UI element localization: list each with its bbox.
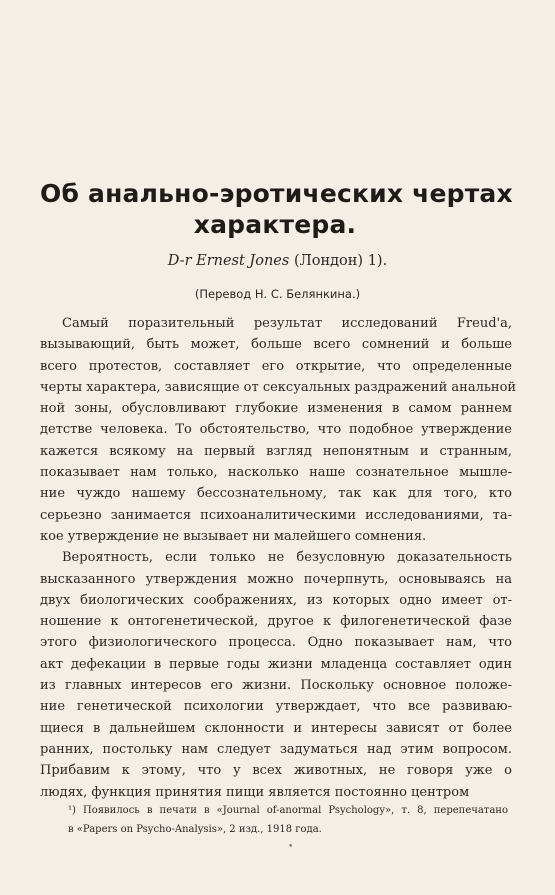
translator-note: (Перевод Н. С. Белянкина.) [194, 287, 361, 301]
body-line: Вероятность, если только не безусловную доказательность [62, 550, 512, 566]
body-line: ранних, постольку нам следует задуматься над этим вопросом. [40, 741, 512, 757]
body-line: людях, функция принятия пищи является постоянно центром [40, 784, 470, 800]
body-line: черты характера, зависящие от сексуальных раздражений анальной [40, 379, 517, 395]
footnote-line: в «Papers on Psycho-Analysis», 2 изд., 1918 года. [68, 824, 322, 835]
author-line [0, 253, 555, 269]
body-line: щиеся в дальнейшем склонности и интересы зависят от более [40, 720, 512, 736]
footnotes [68, 801, 508, 839]
body-line: детстве человека. То обстоятельство, что подобное утверждение [40, 422, 512, 438]
author-place: (Лондон) [293, 253, 364, 269]
body-line: показывает нам только, насколько наше сознательное мышле- [40, 465, 512, 481]
body-line: из главных интересов его жизни. Поскольку основное положе- [40, 678, 512, 694]
body-line: всего протестов, составляет его открытие, что определенные [40, 358, 512, 374]
title-line-1: Об анально-эротических чертах [40, 179, 513, 208]
author-name: D-r Ernest Jones [167, 253, 290, 269]
body-line: акт дефекации в первые годы жизни младенца составляет один [40, 656, 512, 672]
body-line: серьезно занимается психоаналитическими исследованиями, та- [40, 507, 512, 523]
body-line: кажется всякому на первый взгляд непонятным и странным, [40, 443, 512, 459]
body-line: Прибавим к этому, что у всех животных, не говоря уже о [40, 763, 512, 779]
body-line: ношение к онтогенетической, другое к филогенетической фазе [40, 614, 512, 630]
body-line: этого физиологического процесса. Одно показывает нам, что [40, 635, 512, 651]
page-mark: • [288, 842, 294, 852]
article-body [40, 313, 517, 803]
body-line: ной зоны, обусловливают глубокие изменения в самом раннем [40, 401, 512, 417]
body-line: ние генетической психологии утверждает, что все развиваю- [40, 699, 512, 715]
footnote-line: ¹) Появилось в печати в «Journal of-anormal Psychology», т. 8, перепечатано [68, 805, 508, 816]
body-line: двух биологических соображениях, из которых одно имеет от- [40, 592, 512, 608]
title-line-2: характера. [193, 210, 357, 239]
article-title [40, 178, 513, 240]
body-line: Самый поразительный результат исследований Freud'a, [62, 316, 512, 331]
body-line: ние чуждо нашему бессознательному, так как для того, кто [40, 486, 512, 502]
footnote-ref: 1). [367, 253, 388, 269]
body-line: высказанного утверждения можно почерпнуть, основываясь на [40, 571, 512, 587]
body-line: кое утверждение не вызывает ни малейшего сомнения. [40, 528, 427, 544]
body-line: вызывающий, быть может, больше всего сомнений и больше [40, 337, 512, 353]
